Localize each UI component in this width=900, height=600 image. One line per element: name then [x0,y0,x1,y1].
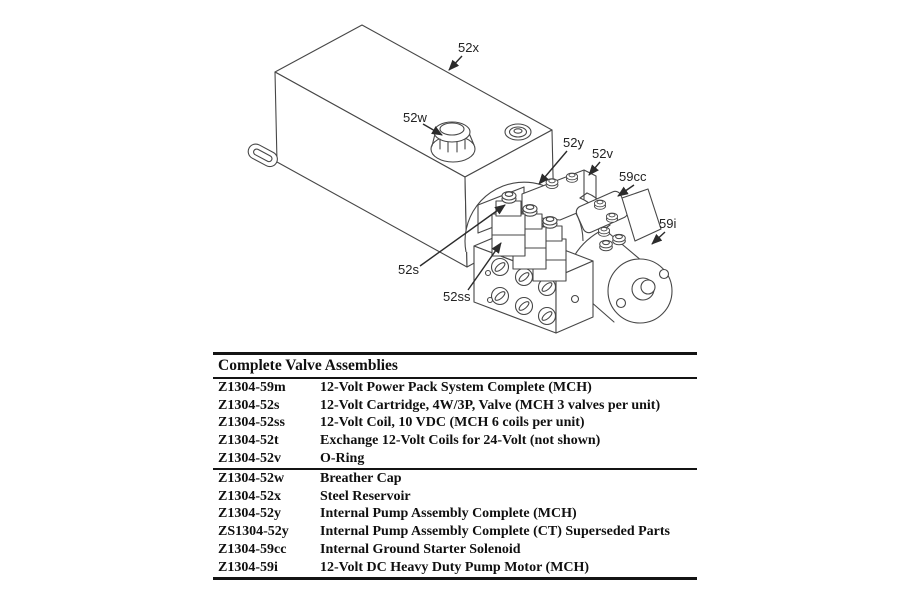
table-row [213,415,697,433]
table-row [213,432,697,450]
table-row [213,397,697,415]
parts-table-group-2 [213,468,697,577]
leader-arrow-52v [589,162,600,175]
part-description: 12-Volt Power Pack System Complete (MCH) [320,379,592,395]
table-row [213,488,697,506]
part-number: Z1304-59m [218,379,286,395]
part-number: Z1304-52x [218,488,281,504]
parts-table [213,352,697,580]
part-number: Z1304-52t [218,433,279,449]
parts-table-title: Complete Valve Assemblies [213,355,697,379]
filler-port [505,124,531,140]
part-label-52x: 52x [458,40,479,55]
table-row [213,559,697,577]
part-label-52y: 52y [563,135,584,150]
part-label-52ss: 52ss [443,289,471,304]
part-description: 12-Volt DC Heavy Duty Pump Motor (MCH) [320,559,590,575]
valve-cartridge-coil-1 [492,192,525,256]
leader-arrow-59i [652,232,665,244]
callout-52v [589,146,613,175]
part-label-52v: 52v [592,146,613,161]
breather-cap [431,122,475,162]
table-row [213,523,697,541]
part-description: Breather Cap [320,470,402,486]
mounting-bracket [246,141,280,169]
part-number: Z1304-52w [218,470,285,486]
part-number: ZS1304-52y [218,524,289,540]
part-number: Z1304-52v [218,451,281,467]
table-row [213,506,697,524]
part-label-52w: 52w [403,110,427,125]
part-number: Z1304-52s [218,397,280,413]
part-description: Internal Pump Assembly Complete (CT) Superseded Parts [320,524,670,540]
part-number: Z1304-52ss [218,415,285,431]
part-description: Internal Ground Starter Solenoid [320,542,521,558]
part-label-59i: 59i [659,216,677,231]
part-label-59cc: 59cc [619,169,647,184]
part-description: Internal Pump Assembly Complete (MCH) [320,506,577,522]
leader-arrow-52x [449,56,462,70]
table-row [213,450,697,468]
part-label-52s: 52s [398,262,419,277]
part-number: Z1304-52y [218,506,281,522]
part-description: 12-Volt Coil, 10 VDC (MCH 6 coils per unit) [320,415,585,431]
table-row [213,541,697,559]
table-row [213,379,697,397]
parts-table-group-1 [213,379,697,468]
part-description: Steel Reservoir [320,488,411,504]
part-number: Z1304-59i [218,559,278,575]
part-description: 12-Volt Cartridge, 4W/3P, Valve (MCH 3 valves per unit) [320,397,661,413]
part-description: O-Ring [320,451,365,467]
part-description: Exchange 12-Volt Coils for 24-Volt (not shown) [320,433,601,449]
callout-52x [449,40,479,70]
table-row [213,470,697,488]
part-number: Z1304-59cc [218,542,287,558]
